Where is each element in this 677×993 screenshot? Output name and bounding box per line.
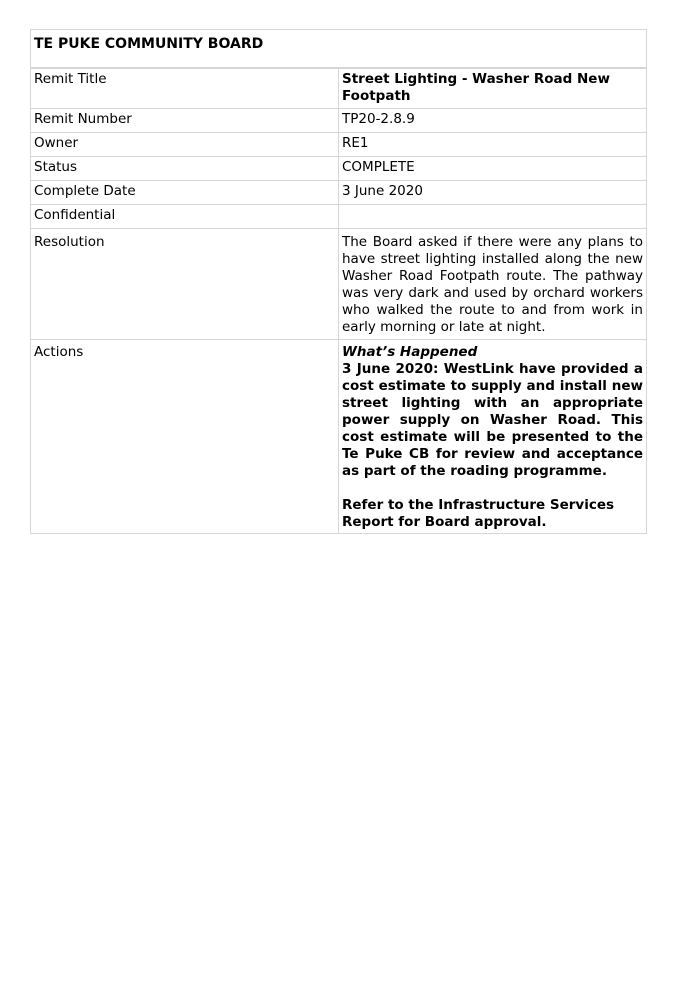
board-title: TE PUKE COMMUNITY BOARD xyxy=(31,30,647,69)
actions-heading: What’s Happened xyxy=(342,344,478,360)
actions-refer: Refer to the Infrastructure Services Report for Board approval. xyxy=(342,497,615,530)
remit-number-value: TP20-2.8.9 xyxy=(339,109,647,133)
board-header-row xyxy=(31,30,647,69)
complete-date-label: Complete Date xyxy=(31,181,339,205)
remit-number-label: Remit Number xyxy=(31,109,339,133)
confidential-label: Confidential xyxy=(31,205,339,229)
remit-number-row xyxy=(31,109,647,133)
remit-title-label: Remit Title xyxy=(31,68,339,109)
status-row xyxy=(31,157,647,181)
confidential-row xyxy=(31,205,647,229)
actions-value xyxy=(339,340,647,534)
complete-date-value: 3 June 2020 xyxy=(339,181,647,205)
owner-label: Owner xyxy=(31,133,339,157)
owner-row xyxy=(31,133,647,157)
confidential-value xyxy=(339,205,647,229)
resolution-row xyxy=(31,229,647,340)
remit-title-row xyxy=(31,68,647,109)
owner-value: RE1 xyxy=(339,133,647,157)
actions-label: Actions xyxy=(31,340,339,534)
resolution-label: Resolution xyxy=(31,229,339,340)
status-label: Status xyxy=(31,157,339,181)
remit-title-value: Street Lighting - Washer Road New Footpath xyxy=(339,68,647,109)
complete-date-row xyxy=(31,181,647,205)
actions-body: 3 June 2020: WestLink have provided a cost estimate to supply and install new street lighting with an appropriate power supply on Washer Road. This cost estimate will be presented to the Te Puke CB for review and acceptance as part of the roading programme. xyxy=(342,361,643,479)
status-value: COMPLETE xyxy=(339,157,647,181)
remit-table xyxy=(30,29,647,534)
actions-row xyxy=(31,340,647,534)
resolution-value: The Board asked if there were any plans to have street lighting installed along the new Washer Road Footpath route. The pathway was very dark and used by orchard workers who walked the route to and from work in early morning or late at night. xyxy=(339,229,647,340)
